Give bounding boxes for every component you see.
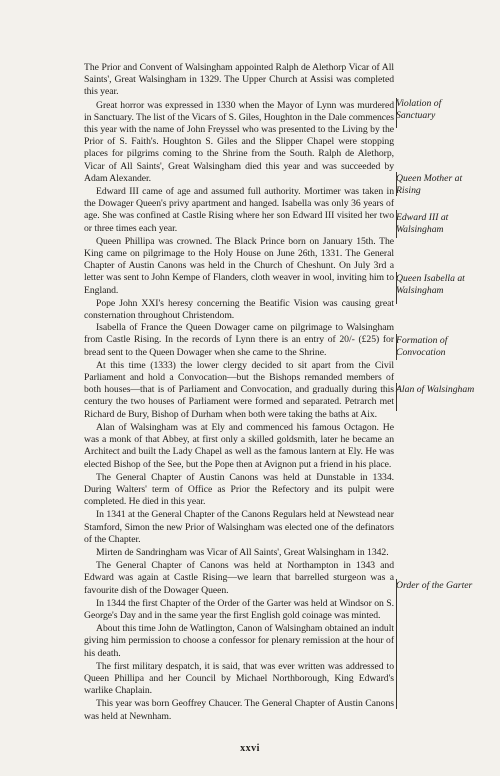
margin-note: Formation of Convocation [396,335,448,359]
margin-note: Queen Mother at Rising [396,173,463,197]
margin-note: Violation of Sanctuary [396,98,442,122]
margin-rule [396,210,397,238]
paragraph: Mirten de Sandringham was Vicar of All Saints', Great Walsingham in 1342. [96,546,389,558]
margin-note: Order of the Garter [396,580,473,591]
paragraph: This year was born Geoffrey Chaucer. The General Chapter of Austin Canons was held at Newnham. [84,698,394,722]
paragraph: At this time (1333) the lower clergy decided to sit apart from the Civil Parliament and hold a Convocation—but the Bishops remanded members of both houses—that is of Parliament and Convocation, and gradually during this century the two houses of Parliament were formed and separated. Petrarch met Richard de Bury, Bishop of Durham when both were taking the baths at Aix. [84,359,394,420]
paragraph: Great horror was expressed in 1330 when the Mayor of Lynn was murdered in Sanctuary. The list of the Vicars of S. Giles, Houghton in the Dale commences this year with the name of John Freyssel who was presented to the Living by the Prior of S. Faith's. Houghton S. Giles and the Slipper Chapel were stopping places for pilgrims coming to the Shrine from the South. Ralph de Alethorp, Vicar of All Saints', Great Walsingham died this year and was succeeded by Adam Alexander. [84,99,395,184]
paragraph: About this time John de Watlington, Canon of Walsingham obtained an indult giving him permission to choose a confessor for plenary remission at the hour of his death. [84,623,394,659]
page-number: xxvi [240,743,260,754]
paragraph: In 1344 the first Chapter of the Order of the Garter was held at Windsor on S. George's Day and in the same year the first English gold coinage was minted. [84,597,394,621]
margin-rule [396,334,397,360]
paragraph: Edward III came of age and assumed full authority. Mortimer was taken in the Dowager Queen's privy apartment and hanged. Isabella was only 36 years of age. She was confined at Castle Rising where her son Edward III visited her two or three times each year. [84,186,394,234]
paragraph: Queen Phillipa was crowned. The Black Prince born on January 15th. The King came on pilgrimage to the Holy House on June 26th, 1331. The General Chapter of Austin Canons was held in the Church of Cheshunt. On July 3rd a letter was sent to John Kempe of Flanders, cloth weaver in wool, inviting him to England. [84,235,394,296]
paragraph: Isabella of France the Queen Dowager came on pilgrimage to Walsingham from Castle Rising. In the records of Lynn there is an entry of 20/- (£25) for bread sent to the Queen Dowager when she came to the Shrine. [84,322,394,358]
margin-rule [396,98,397,128]
paragraph: The Prior and Convent of Walsingham appointed Ralph de Alethorp Vicar of All Saints', Great Walsingham in 1329. The Upper Church at Assisi was completed this year. [84,62,394,98]
paragraph: In 1341 at the General Chapter of the Canons Regulars held at Newstead near Stamford, Simon the new Prior of Walsingham was elected one of the definators of the Chapter. [84,509,394,545]
paragraph: The first military despatch, it is said, that was ever written was addressed to Queen Phillipa and her Council by Michael Northborough, King Edward's warlike Chaplain. [84,660,394,697]
margin-rule [396,172,397,196]
paragraph: The General Chapter of Canons was held at Northampton in 1343 and Edward was again at Castle Rising—we learn that barrelled sturgeon was a favourite dish of the Dowager Queen. [84,560,394,596]
main-text-column [84,62,394,723]
margin-rule [396,579,397,709]
margin-rule [396,383,397,411]
paragraph: The General Chapter of Austin Canons was held at Dunstable in 1334. During Walters' term of Office as Prior the Refectory and its pulpit were completed. He died in this year. [84,471,394,508]
margin-note: Alan of Walsingham [396,384,475,395]
paragraph: Pope John XXI's heresy concerning the Beatific Vision was causing great consternation throughout Christendom. [84,297,394,322]
margin-note: Queen Isabella at Walsingham [396,273,465,297]
margin-rule [396,272,397,304]
paragraph: Alan of Walsingham was at Ely and commenced his famous Octagon. He was a monk of that Abbey, at first only a skilled goldsmith, later he became an Architect and built the Lady Chapel as well as the famous lantern at Ely. He was elected Bishop of the See, but the Pope then at Avignon put a friend in his place. [84,421,394,470]
margin-note: Edward III at Walsingham [396,212,449,236]
